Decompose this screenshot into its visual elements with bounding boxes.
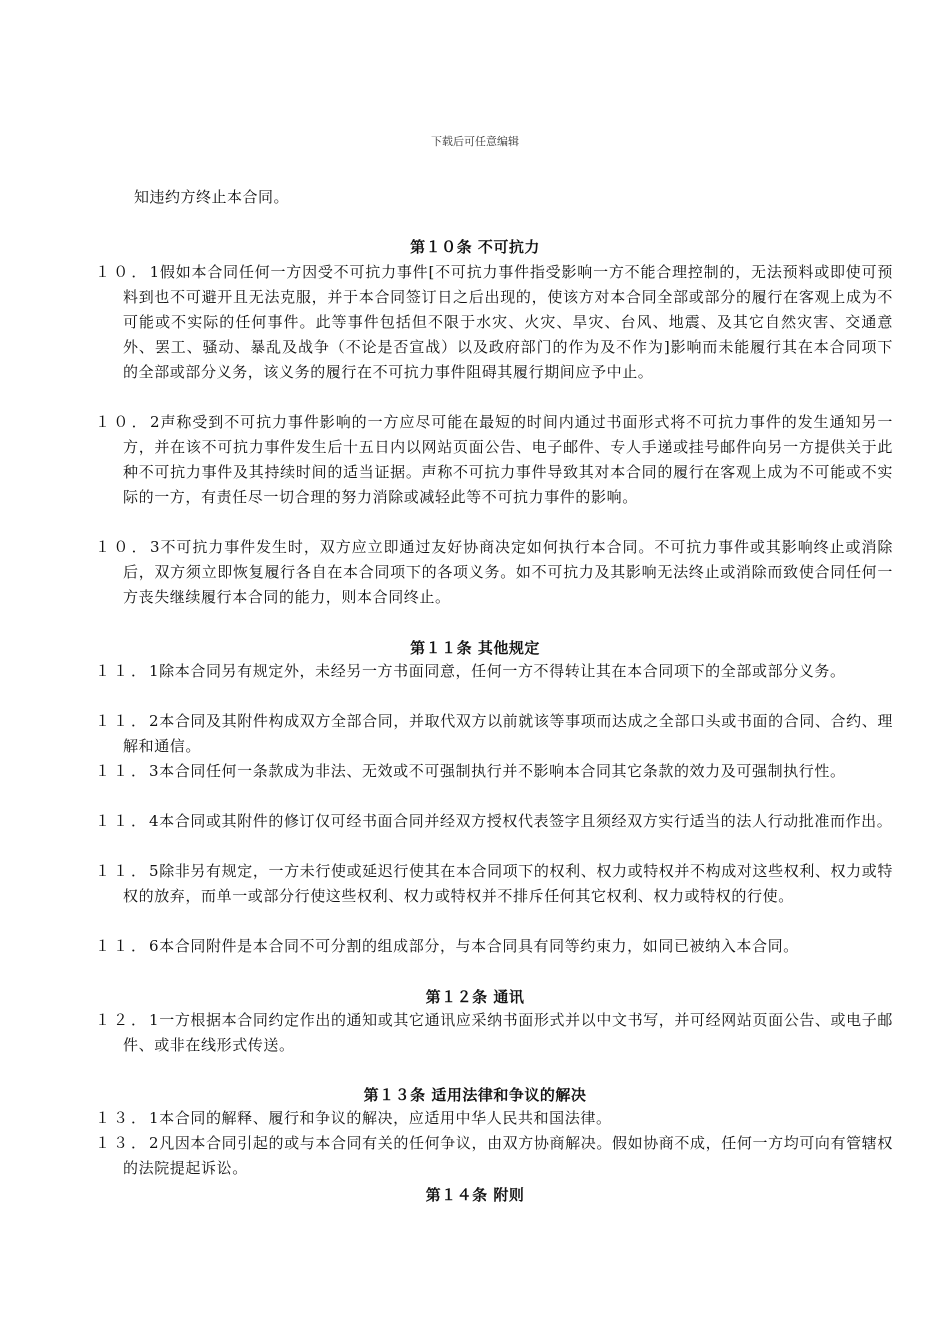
clause bbox=[95, 1131, 893, 1181]
section-title: 第１１条 其他规定 bbox=[410, 639, 540, 657]
clause bbox=[95, 260, 893, 385]
clause-text: 6本合同附件是本合同不可分割的组成部分，与本合同具有同等约束力，如同已被纳入本合同。 bbox=[149, 937, 799, 955]
clause-number: １１． bbox=[95, 662, 150, 680]
clause bbox=[95, 1106, 893, 1131]
clause-number: １０． bbox=[95, 263, 150, 281]
clause bbox=[95, 859, 893, 909]
clause-text: 1本合同的解释、履行和争议的解决，应适用中华人民共和国法律。 bbox=[149, 1109, 612, 1127]
clause-text: 3不可抗力事件发生时，双方应立即通过友好协商决定如何执行本合同。不可抗力事件或其影响终止或消除后，双方须立即恢复履行各自在本合同项下的各项义务。如不可抗力及其影响无法终止或消除而致使合同任何一方丧失继续履行本合同的能力，则本合同终止。 bbox=[123, 538, 893, 606]
clause-text: 2本合同及其附件构成双方全部合同，并取代双方以前就该等事项而达成之全部口头或书面的合同、合约、理解和通信。 bbox=[123, 712, 893, 755]
clause-number: １０． bbox=[95, 538, 150, 556]
page-header: 下载后可任意编辑 bbox=[431, 135, 519, 148]
clause-number: １１． bbox=[95, 762, 150, 780]
clause-number: １１． bbox=[95, 862, 150, 880]
clause bbox=[95, 410, 893, 510]
section-title: 第１０条 不可抗力 bbox=[410, 238, 540, 256]
clause-number: １３． bbox=[95, 1109, 150, 1127]
clause-text: 2声称受到不可抗力事件影响的一方应尽可能在最短的时间内通过书面形式将不可抗力事件的发生通知另一方，并在该不可抗力事件发生后十五日内以网站页面公告、电子邮件、专人手递或挂号邮件向另一方提供关于此种不可抗力事件及其持续时间的适当证据。声称不可抗力事件导致其对本合同的履行在客观上成为不可能或不实际的一方，有责任尽一切合理的努力消除或减轻此等不可抗力事件的影响。 bbox=[123, 413, 893, 506]
intro-text: 知违约方终止本合同。 bbox=[134, 188, 290, 206]
clause-number: １０． bbox=[95, 413, 150, 431]
clause bbox=[95, 1008, 893, 1058]
clause-text: 1假如本合同任何一方因受不可抗力事件[不可抗力事件指受影响一方不能合理控制的，无法预料或即使可预料到也不可避开且无法克服，并于本合同签订日之后出现的，使该方对本合同全部或部分的履行在客观上成为不可能或不实际的任何事件。此等事件包括但不限于水灾、火灾、旱灾、台风、地震、及其它自然灾害、交通意外、罢工、骚动、暴乱及战争（不论是否宣战）以及政府部门的作为及不作为]影响而未能履行其在本合同项下的全部或部分义务，该义务的履行在不可抗力事件阻碍其履行期间应予中止。 bbox=[123, 263, 893, 381]
clause-number: １１． bbox=[95, 937, 150, 955]
clause bbox=[95, 759, 893, 784]
clause bbox=[95, 809, 893, 834]
clause-text: 1一方根据本合同约定作出的通知或其它通讯应采纳书面形式并以中文书写，并可经网站页面公告、或电子邮件、或非在线形式传送。 bbox=[123, 1011, 893, 1054]
clause-text: 2凡因本合同引起的或与本合同有关的任何争议，由双方协商解决。假如协商不成，任何一方均可向有管辖权的法院提起诉讼。 bbox=[123, 1134, 893, 1177]
clause-text: 4本合同或其附件的修订仅可经书面合同并经双方授权代表签字且须经双方实行适当的法人行动批准而作出。 bbox=[149, 812, 893, 830]
section-title: 第１３条 适用法律和争议的解决 bbox=[363, 1086, 587, 1104]
section-title: 第１２条 通讯 bbox=[425, 988, 525, 1006]
clause-number: １２． bbox=[95, 1011, 150, 1029]
clause-text: 5除非另有规定，一方未行使或延迟行使其在本合同项下的权利、权力或特权并不构成对这些权利、权力或特权的放弃，而单一或部分行使这些权利、权力或特权并不排斥任何其它权利、权力或特权的行使。 bbox=[123, 862, 893, 905]
clause bbox=[95, 659, 893, 684]
clause-text: 1除本合同另有规定外，未经另一方书面同意，任何一方不得转让其在本合同项下的全部或部分义务。 bbox=[149, 662, 846, 680]
clause-text: 3本合同任何一条款成为非法、无效或不可强制执行并不影响本合同其它条款的效力及可强制执行性。 bbox=[149, 762, 846, 780]
clause-number: １１． bbox=[95, 812, 150, 830]
clause bbox=[95, 934, 893, 959]
clause bbox=[95, 709, 893, 759]
section-title: 第１４条 附则 bbox=[425, 1186, 525, 1204]
clause-number: １１． bbox=[95, 712, 150, 730]
clause bbox=[95, 535, 893, 610]
clause-number: １３． bbox=[95, 1134, 150, 1152]
